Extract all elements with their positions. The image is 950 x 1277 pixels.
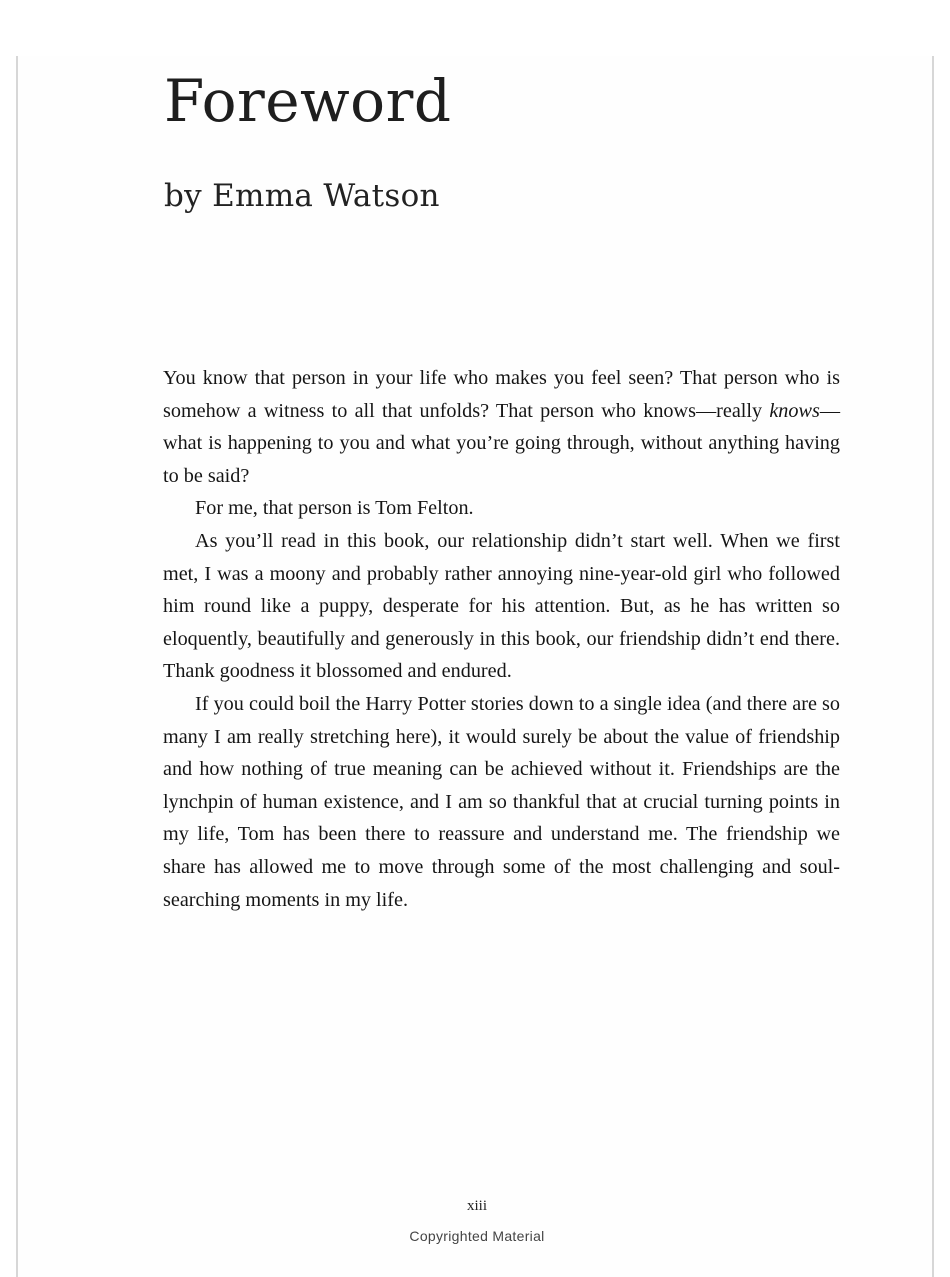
body-paragraph	[163, 688, 840, 916]
paragraph-text: If you could boil the Harry Potter stories down to a single idea (and there are so many I am really stretching here), it would surely be about the value of friendship and how nothing of true meaning can be achieved without it. Friendships are the lynchpin of human existence, and I am so thankful that at crucial turning points in my life, Tom has been there to reassure and understand me. The friendship we share has allowed me to move through some of the most challenging and soul-searching moments in my life.	[163, 692, 840, 911]
paragraph-text: —what is happening to you and what you’re going through, without anything having to be said?	[163, 399, 840, 487]
emphasis-text: knows	[769, 399, 820, 422]
chapter-byline: by Emma Watson	[164, 178, 440, 214]
paragraph-text: For me, that person is Tom Felton.	[195, 497, 474, 520]
chapter-title: Foreword	[164, 67, 452, 135]
book-page	[16, 56, 934, 1277]
paragraph-text: As you’ll read in this book, our relationship didn’t start well. When we first met, I was a moony and probably rather annoying nine-year-old girl who followed him round like a puppy, desperate for his attention. But, as he has written so eloquently, beautifully and generously in this book, our friendship didn’t end there. Thank goodness it blossomed and endured.	[163, 529, 840, 683]
paragraph-text: You know that person in your life who makes you feel seen? That person who is somehow a witness to all that unfolds? That person who knows—really	[163, 367, 840, 422]
body-paragraph	[163, 362, 840, 492]
body-text	[163, 362, 840, 916]
copyright-notice: Copyrighted Material	[409, 1228, 545, 1244]
body-paragraph	[163, 492, 840, 525]
body-paragraph	[163, 525, 840, 688]
page-number: xiii	[466, 1198, 487, 1214]
